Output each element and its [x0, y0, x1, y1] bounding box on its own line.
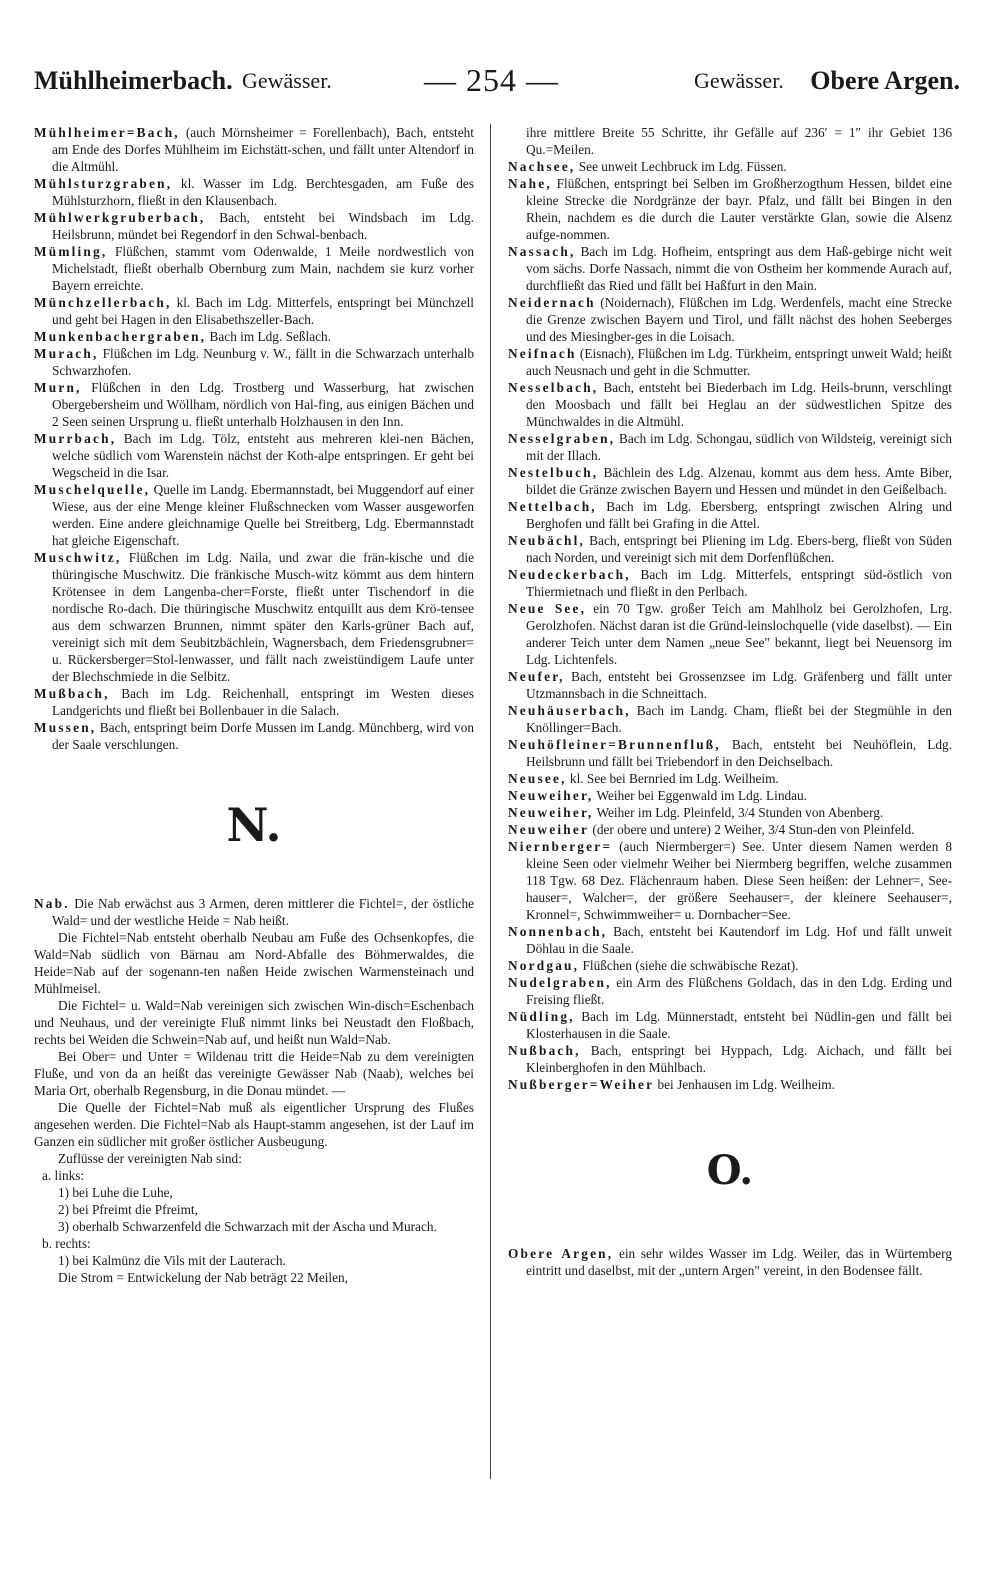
- entry-term: Neifnach: [508, 346, 577, 361]
- nab-paragraph: Die Fichtel= u. Wald=Nab vereinigen sich zwischen Win-disch=Eschenbach und Neuhaus, und der vereinigte Fluß nimmt links bei Neustadt den Floßbach, rechts bei Weiden die Schwein=Nab auf, und heißt nun Wald=Nab.: [34, 998, 474, 1047]
- obere-argen-entry: [508, 1245, 952, 1279]
- entry-term: Mußbach,: [34, 686, 110, 701]
- section-heading-n: N.: [226, 798, 282, 852]
- section-heading-o: O.: [706, 1147, 754, 1194]
- entry-term: Munkenbachergraben,: [34, 329, 207, 344]
- dictionary-entry: [508, 600, 952, 668]
- entry-term: Mussen,: [34, 720, 97, 735]
- entry-text: Bach, entspringt bei Pliening im Ldg. Ebers-berg, fließt von Süden nach Norden, und vereinigt sich mit dem Dorfenflüßchen.: [526, 533, 952, 565]
- entry-text: Bach im Ldg. Schongau, südlich von Wildsteig, vereinigt sich mit der Illach.: [526, 431, 952, 463]
- entry-text: Bach, entspringt beim Dorfe Mussen im Landg. Münchberg, wird von der Saale verschlungen.: [52, 720, 474, 752]
- column-divider: [490, 124, 491, 1479]
- entry-text: Bach, entsteht bei Windsbach im Ldg. Heilsbrunn, mündet bei Regendorf in den Schwal-benbach.: [52, 210, 474, 242]
- header-right-subtitle: Gewässer.: [694, 68, 784, 93]
- header-left-subtitle: Gewässer.: [242, 68, 332, 93]
- entry-term: Niernberger=: [508, 839, 613, 854]
- entry-term: Nesselbach,: [508, 380, 599, 395]
- dictionary-entry: [34, 685, 474, 719]
- entry-text: (auch Niermberger=) See. Unter diesem Namen werden 8 kleine Seen oder vielmehr Weiher bei Niermberg begriffen, welche zusammen 118 Tgw. 68 Dez. Flächenraum haben. Diese Seen heißen: der Lehner=, See-hauser=, Walcher=, der größere Seehauser=, der kleinere Seehauser=, Kronnel=, Schwimmweiher= u. Dornbacher=See.: [526, 839, 952, 922]
- dictionary-entry: [508, 923, 952, 957]
- dictionary-entry: [34, 175, 474, 209]
- dictionary-entry: [34, 209, 474, 243]
- entry-text: kl. Bach im Ldg. Mitterfels, entspringt bei Münchzell und geht bei Hagen in den Elisabethszeller-Bach.: [52, 295, 474, 327]
- dictionary-entry: [34, 719, 474, 753]
- entry-text: Flüßchen in den Ldg. Trostberg und Wasserburg, hat zwischen Obergebersheim und Wöllham, nördlich von Hal-fing, aus einigen Bächen und 2 Seen seinen Ursprung u. fließt unterhalb Holzhausen in den Inn.: [52, 380, 474, 429]
- entry-term: Nudelgraben,: [508, 975, 612, 990]
- dictionary-entry: [34, 379, 474, 430]
- entry-text: (Noidernach), Flüßchen im Ldg. Werdenfels, macht eine Strecke die Grenze zwischen Bayern und Tirol, und fällt nächst des hohen Seeberges und des Miesingber-ges in die Loisach.: [526, 295, 952, 344]
- dictionary-entry: [34, 328, 474, 345]
- dictionary-entry: [508, 957, 952, 974]
- dictionary-entry: [34, 481, 474, 549]
- nab-paragraph: Bei Ober= und Unter = Wildenau tritt die Heide=Nab zu dem vereinigten Fluße, und von da an heißt das vereinigte Gewässer Nab (Naab), welches bei Maria Ort, oberhalb Regensburg, in die Donau mündet. —: [34, 1049, 474, 1098]
- dictionary-entry: [508, 668, 952, 702]
- entry-text: Flüßchen, entspringt bei Selben im Großherzogthum Hessen, bildet eine kleine Strecke die Nordgränze der bayr. Pfalz, und fällt bei Bingen in den Rhein, nachdem es die durch die Lauter verstärkte Glan, sowie die Alsenz aufge-nommen.: [526, 176, 952, 242]
- entry-term: Murach,: [34, 346, 99, 361]
- nab-paragraph: Zuflüsse der vereinigten Nab sind:: [58, 1151, 242, 1166]
- entry-term: Neubächl,: [508, 533, 586, 548]
- entry-text: (der obere und untere) 2 Weiher, 3/4 Stun-den von Pleinfeld.: [589, 822, 915, 837]
- entry-text: Bach im Ldg. Mitterfels, entspringt süd-östlich von Thiermietnach und fließt in den Perlbach.: [526, 567, 952, 599]
- header-left-title: Mühlheimerbach.: [34, 66, 233, 95]
- entry-text: Bach, entsteht bei Grossenzsee im Ldg. Gräfenberg und fällt unter Utzmannsbach in die Schneittach.: [526, 669, 952, 701]
- nab-paragraph: Die Fichtel=Nab entsteht oberhalb Neubau am Fuße des Ochsenkopfes, die Wald=Nab südlich von Bärnau am Nord-Abfalle des Böhmerwaldes, die Heide=Nab auf der sogenann-ten naßen Heide zwischen Warmensteinach und Mühlmeisel.: [34, 930, 474, 996]
- entry-term: Neuhäuserbach,: [508, 703, 631, 718]
- nab-right-label: b. rechts:: [42, 1236, 91, 1251]
- entry-text: Flüßchen im Ldg. Neunburg v. W., fällt in die Schwarzach unterhalb Schwarzhofen.: [52, 346, 474, 378]
- entry-term: Mühlheimer=Bach,: [34, 125, 180, 140]
- dictionary-entry: [508, 175, 952, 243]
- dictionary-entry: [508, 430, 952, 464]
- entry-term: Neudeckerbach,: [508, 567, 631, 582]
- entry-text: Bächlein des Ldg. Alzenau, kommt aus dem hess. Amte Biber, bildet die Gränze zwischen Bayern und Hessen und mündet in den Geißelbach.: [526, 465, 952, 497]
- entry-text: Bach, entsteht bei Biederbach im Ldg. Heils-brunn, verschlingt den Moosbach und fällt bei Heglau an der südwestlichen Spitze des Münchwaldes in die Altmühl.: [526, 380, 952, 429]
- entry-term: Mühlwerkgruberbach,: [34, 210, 206, 225]
- dictionary-entry: [508, 821, 952, 838]
- entry-term: Nußberger=Weiher: [508, 1077, 655, 1092]
- entry-term: Murn,: [34, 380, 82, 395]
- entry-text: Bach im Ldg. Seßlach.: [206, 329, 332, 344]
- nab-right-tributaries: [34, 1252, 474, 1269]
- right-column: [508, 124, 952, 1484]
- entry-term: Münchzellerbach,: [34, 295, 172, 310]
- nab-intro: [34, 895, 474, 929]
- page-number: — 254 —: [424, 62, 559, 98]
- dictionary-entry: [34, 430, 474, 481]
- nab-entry: [34, 895, 474, 1286]
- right-entries: [508, 158, 952, 1093]
- entry-text: bei Jenhausen im Ldg. Weilheim.: [654, 1077, 835, 1092]
- dictionary-entry: [508, 804, 952, 821]
- entry-text: Flüßchen im Ldg. Naila, und zwar die frän-kische und die thüringische Muschwitz. Die fränkische Musch-witz kömmt aus dem hintern Krötensee in dem Langenba-cher=Forste, fließt unter Tischendorf in die nordische Ro-dach. Die thüringische Muschwitz entquillt aus dem Krö-tensee aus dem schwarzen Brunnen, nimmt später den Karls-grüner Bach auf, vereinigt sich mit dem Seubitzbächlein, Wagnersbach, dem Friedensgrubner= u. Rückersberger=Stol-lenwasser, und fällt nach zweistündigem Laufe unter der Blechschmiede in die Selbitz.: [52, 550, 474, 684]
- entry-term: Nonnenbach,: [508, 924, 608, 939]
- entry-text: kl. See bei Bernried im Ldg. Weilheim.: [566, 771, 779, 786]
- entry-term: Mümling,: [34, 244, 108, 259]
- dictionary-entry: [34, 243, 474, 294]
- dictionary-entry: [34, 345, 474, 379]
- entry-term: Neuweiher: [508, 822, 590, 837]
- entry-text: ein Arm des Flüßchens Goldach, das in den Ldg. Erding und Freising fließt.: [526, 975, 952, 1007]
- nab-closing: Die Strom = Entwickelung der Nab beträgt 22 Meilen,: [58, 1270, 348, 1285]
- dictionary-entry: [34, 549, 474, 685]
- entry-text: Bach, entspringt bei Hyppach, Ldg. Aichach, und fällt bei Kleinberghofen in den Mühlbach.: [526, 1043, 952, 1075]
- entry-term: Nordgau,: [508, 958, 580, 973]
- entry-text: Flüßchen, stammt vom Odenwalde, 1 Meile nordwestlich von Michelstadt, fließt oberhalb Obernburg zum Main, nachdem sie kurz vorher Bayern erreichte.: [52, 244, 474, 293]
- dictionary-entry: [508, 787, 952, 804]
- entry-term: Neuweiher,: [508, 805, 594, 820]
- entry-term: Murrbach,: [34, 431, 117, 446]
- tributary-item: 2) bei Pfreimt die Pfreimt,: [58, 1202, 198, 1217]
- entry-term: Nahe,: [508, 176, 552, 191]
- entry-term: Neidernach: [508, 295, 596, 310]
- nab-left-label: a. links:: [42, 1168, 85, 1183]
- tributary-item: 1) bei Kalmünz die Vils mit der Lauterach.: [58, 1253, 286, 1268]
- entry-text: Weiher bei Eggenwald im Ldg. Lindau.: [593, 788, 808, 803]
- entry-text: Bach im Ldg. Reichenhall, entspringt im Westen dieses Landgerichts und fließt bei Bollenbauer in die Salach.: [52, 686, 474, 718]
- entry-text: Bach, entsteht bei Neuhöflein, Ldg. Heilsbrunn und fällt bei Triebendorf in den Deichselbach.: [526, 737, 952, 769]
- dictionary-entry: [508, 498, 952, 532]
- dictionary-entry: [508, 345, 952, 379]
- header-right-title: Obere Argen.: [810, 66, 960, 95]
- nab-paragraph: Die Quelle der Fichtel=Nab muß als eigentlicher Ursprung des Flußes angesehen werden. Die Fichtel=Nab als Haupt-stamm angesehen, ist der Lauf im Ganzen ein südlicher mit großer östlicher Ausbeugung.: [34, 1100, 474, 1149]
- dictionary-entry: [508, 736, 952, 770]
- entry-term: Muschwitz,: [34, 550, 122, 565]
- dictionary-entry: [508, 702, 952, 736]
- left-column: [34, 124, 474, 1484]
- entry-term: Mühlsturzgraben,: [34, 176, 173, 191]
- dictionary-entry: [508, 838, 952, 923]
- dictionary-entry: [508, 379, 952, 430]
- entry-term: Neue See,: [508, 601, 587, 616]
- entry-text: (Eisnach), Flüßchen im Ldg. Türkheim, entspringt unweit Wald; heißt auch Neusnach und geht in die Schmutter.: [526, 346, 952, 378]
- entry-term: Nab.: [34, 896, 70, 911]
- nab-paragraphs: [34, 929, 474, 1167]
- dictionary-entry: [508, 158, 952, 175]
- entry-text: Bach im Landg. Cham, fließt bei der Stegmühle in den Knöllinger=Bach.: [526, 703, 952, 735]
- entry-text: Bach im Ldg. Tölz, entsteht aus mehreren klei-nen Bächen, welche südlich vom Warenstein nächst der Koth-alpe entspringen. Er geht bei Wegscheid in die Isar.: [52, 431, 474, 480]
- page-header: [34, 62, 960, 106]
- entry-text: Die Nab erwächst aus 3 Armen, deren mittlerer die Fichtel=, der östliche Wald= und der westliche Heide = Nab heißt.: [52, 896, 474, 928]
- entry-text: (auch Mörnsheimer = Forellenbach), Bach, entsteht am Ende des Dorfes Mühlheim im Eichstätt-schen, und fällt unter Altendorf in die Altmühl.: [52, 125, 474, 174]
- dictionary-entry: [508, 1008, 952, 1042]
- dictionary-entry: [508, 243, 952, 294]
- entry-term: Nesselgraben,: [508, 431, 616, 446]
- entry-term: Nassach,: [508, 244, 576, 259]
- entry-term: Nachsee,: [508, 159, 576, 174]
- dictionary-entry: [508, 974, 952, 1008]
- entry-text: See unweit Lechbruck im Ldg. Füssen.: [575, 159, 787, 174]
- dictionary-entry: [508, 1076, 952, 1093]
- entry-text: Quelle im Landg. Ebermannstadt, bei Muggendorf auf einer Wiese, aus der eine Menge kleiner Flußschnecken vom Wasser ausgeworfen werden. Eine andere gleichnamige Quelle bei Streitberg, Ldg. Ebermannstadt hat gleiche Eigenschaft.: [52, 482, 474, 548]
- tributary-item: 1) bei Luhe die Luhe,: [58, 1185, 173, 1200]
- dictionary-entry: [508, 566, 952, 600]
- entry-text: ein sehr wildes Wasser im Ldg. Weiler, das in Würtemberg eintritt und daselbst, mit der „untern Argen" vereint, in den Bodensee fällt.: [526, 1246, 952, 1278]
- entry-text: Bach im Ldg. Hofheim, entspringt aus dem Haß-gebirge nicht weit vom sächs. Dorfe Nassach, nimmt die von Ostheim her kommende Aurach auf, durchfließt das Ried und fällt bei Haßfurt in den Main.: [526, 244, 952, 293]
- entry-term: Nüdling,: [508, 1009, 575, 1024]
- entry-term: Neuhöfleiner=Brunnenfluß,: [508, 737, 721, 752]
- entry-text: Bach im Ldg. Münnerstadt, entsteht bei Nüdlin-gen und fällt bei Klosterhausen in die Saale.: [526, 1009, 952, 1041]
- entry-text: Flüßchen (siehe die schwäbische Rezat).: [579, 958, 799, 973]
- entry-text: Weiher im Ldg. Pleinfeld, 3/4 Stunden von Abenberg.: [593, 805, 884, 820]
- entry-term: Neusee,: [508, 771, 567, 786]
- dictionary-entry: [508, 1042, 952, 1076]
- nab-left-tributaries: [34, 1184, 474, 1235]
- entry-term: Nußbach,: [508, 1043, 581, 1058]
- entry-term: Muschelquelle,: [34, 482, 151, 497]
- dictionary-entry: [508, 464, 952, 498]
- entry-term: Neufer,: [508, 669, 565, 684]
- left-entries: [34, 124, 474, 753]
- dictionary-entry: [508, 294, 952, 345]
- entry-term: Nestelbuch,: [508, 465, 599, 480]
- entry-term: Nettelbach,: [508, 499, 597, 514]
- tributary-item: 3) oberhalb Schwarzenfeld die Schwarzach mit der Ascha und Murach.: [58, 1219, 437, 1234]
- dictionary-entry: [34, 294, 474, 328]
- entry-term: Obere Argen,: [508, 1246, 614, 1261]
- dictionary-entry: [508, 532, 952, 566]
- right-column-intro: ihre mittlere Breite 55 Schritte, ihr Gefälle auf 236′ = 1″ ihr Gebiet 136 Qu.=Meilen.: [526, 125, 952, 157]
- entry-text: Bach im Ldg. Ebersberg, entspringt zwischen Alring und Berghofen und fällt bei Grafing in die Attel.: [526, 499, 952, 531]
- entry-text: kl. Wasser im Ldg. Berchtesgaden, am Fuße des Mühlsturzhorn, fließt in den Klausenbach.: [52, 176, 474, 208]
- dictionary-entry: [34, 124, 474, 175]
- entry-text: Bach, entsteht bei Kautendorf im Ldg. Hof und fällt unweit Döhlau in die Saale.: [526, 924, 952, 956]
- entry-term: Neuweiher,: [508, 788, 594, 803]
- dictionary-entry: [508, 770, 952, 787]
- entry-text: ein 70 Tgw. großer Teich am Mahlholz bei Gerolzhofen, Lrg. Gerolzhofen. Nächst daran ist die Gründ-leinslochquelle (vide daselbst). — Ein anderer Teich unter dem Namen „neue See" bekannt, liegt bei Neuensorg im Ldg. Lichtenfels.: [526, 601, 952, 667]
